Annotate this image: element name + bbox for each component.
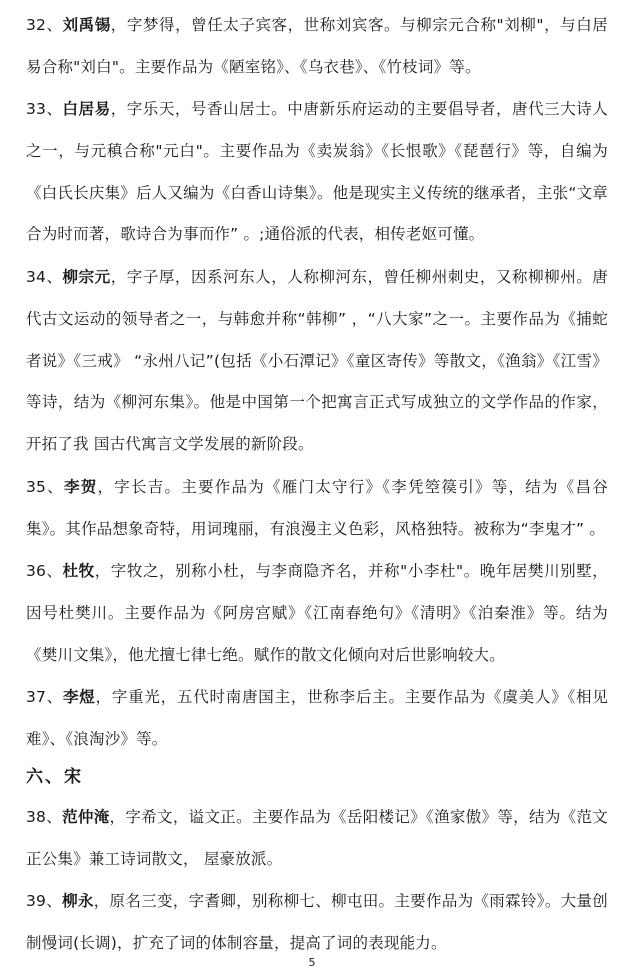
entry-li-yu (26, 677, 608, 761)
entry-fan-zhongyan (26, 797, 608, 881)
author-name: 柳永 (62, 892, 94, 910)
entry-liu-yong (26, 881, 608, 965)
entry-text: ，字梦得，曾任太子宾客，世称刘宾客。与柳宗元合称"刘柳"，与白居易合称"刘白"。主要作品为《陋室铭》、《乌衣巷》、《竹枝词》等。 (26, 16, 608, 76)
entry-liu-yuxi (26, 5, 608, 89)
author-name: 刘禹锡 (62, 16, 111, 34)
page-number: 5 (308, 956, 316, 969)
entry-text: ，字牧之，别称小杜，与李商隐齐名，并称"小李杜"。晚年居樊川别墅，因号杜樊川。主要作品为《阿房宫赋》《江南春绝句》《清明》《泊秦淮》等。结为《樊川文集》，他尤擅七律七绝。赋作的散文化倾向对后世影响较大。 (26, 562, 608, 664)
entry-number: 37、 (26, 688, 63, 706)
entry-number: 33、 (26, 100, 63, 118)
entry-text: ，原名三变，字耆卿，别称柳七、柳屯田。主要作品为《雨霖铃》。大量创制慢词(长调)，扩充了词的体制容量，提高了词的表现能力。 (26, 892, 609, 952)
author-name: 范仲淹 (62, 808, 110, 826)
entry-bai-juyi (26, 89, 608, 256)
entry-text: ，字子厚，因系河东人，人称柳河东，曾任柳州刺史，又称柳柳州。唐代古文运动的领导者之一，与韩愈并称“韩柳” ，“八大家”之一。主要作品为《捕蛇者说》《三戒》 “永州八记”(包括《小石潭记》《童区寄传》等散文，《渔翁》《江雪》等诗，结为《柳河东集》。他是中国第一个把寓言正式写成独立的文学作品的作家，开拓了我 国古代寓言文学发展的新阶段。 (26, 268, 608, 454)
author-name: 柳宗元 (62, 268, 111, 286)
entry-du-mu (26, 551, 608, 676)
entry-text: ，字乐天，号香山居士。中唐新乐府运动的主要倡导者，唐代三大诗人之一，与元稹合称"元白"。主要作品为《卖炭翁》《长恨歌》《琵琶行》等，自编为《白氏长庆集》后人又编为《白香山诗集》。他是现实主义传统的继承者，主张“文章合为时而著，歌诗合为事而作” 。;通俗派的代表，相传老妪可懂。 (26, 100, 608, 244)
entry-number: 35、 (26, 478, 64, 496)
author-name: 李贺 (63, 478, 98, 496)
entry-number: 32、 (26, 16, 63, 34)
author-name: 白居易 (62, 100, 111, 118)
entry-liu-zongyuan (26, 257, 608, 466)
entry-text: ，字长吉。主要作品为《雁门太守行》《李凭箜篌引》等，结为《昌谷集》。其作品想象奇特，用词瑰丽，有浪漫主义色彩，风格独特。被称为“李鬼才” 。 (26, 478, 609, 538)
entry-number: 36、 (26, 562, 63, 580)
author-name: 杜牧 (62, 562, 95, 580)
entry-text: ，字重光，五代时南唐国主，世称李后主。主要作品为《虞美人》《相见难》、《浪淘沙》等。 (26, 688, 609, 748)
entry-number: 38、 (26, 808, 63, 826)
entry-number: 34、 (26, 268, 63, 286)
section-heading-song: 六、宋 (26, 767, 83, 787)
entry-li-he (26, 467, 608, 551)
author-name: 李煜 (62, 688, 96, 706)
entry-text: ，字希文，谥文正。主要作品为《岳阳楼记》《渔家傲》等，结为《范文正公集》兼工诗词散文， 屋豪放派。 (26, 808, 608, 868)
entry-number: 39、 (26, 892, 63, 910)
